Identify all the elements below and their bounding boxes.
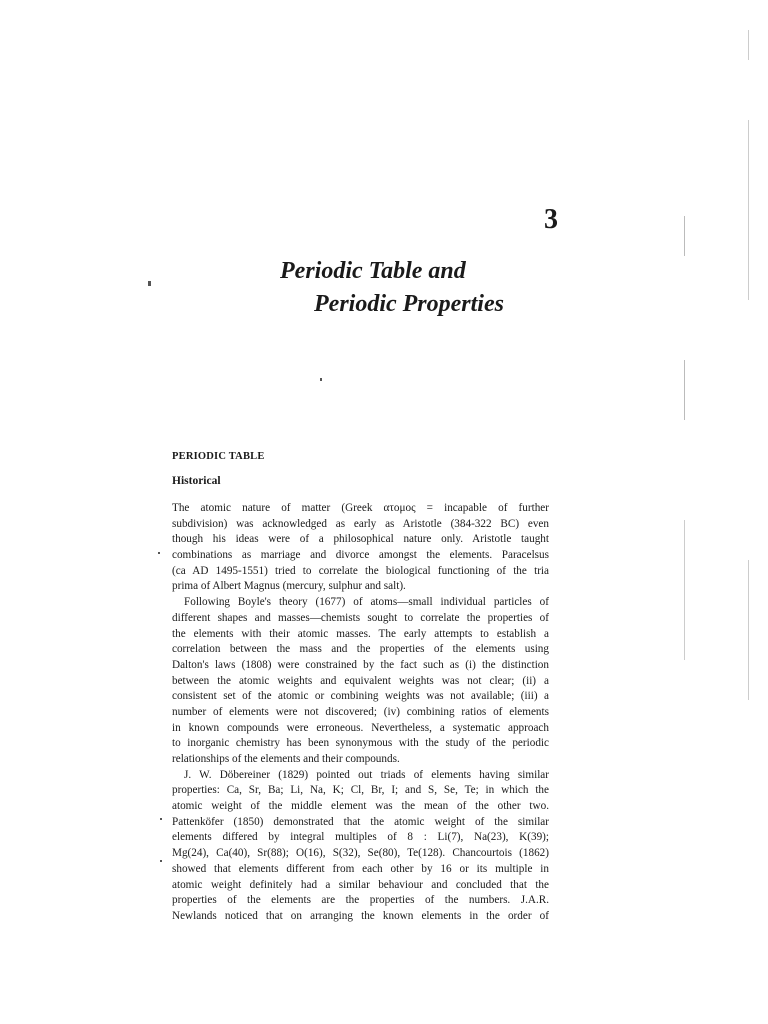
scan-speck [160,818,162,820]
text-line: The atomic nature of matter (Greek ατομος = incapable of further [172,502,549,514]
scan-speck [748,560,749,700]
paragraph [172,768,549,925]
text-line: between the atomic weights and equivalent weights was not clear; (ii) a [172,674,549,687]
scan-speck [684,520,685,660]
chapter-title-line-2: Periodic Properties [314,291,504,317]
text-line: prima of Albert Magnus (mercury, sulphur and salt). [172,580,406,593]
text-line: combinations as marriage and divorce amongst the elements. Paracelsus [172,549,549,562]
text-line: properties: Ca, Sr, Ba; Li, Na, K; Cl, Br, I; and S, Se, Te; in which the [172,784,549,797]
text-line: different shapes and masses—chemists sought to correlate the properties of [172,611,549,624]
text-line: elements differed by integral multiples of 8 : Li(7), Na(23), K(39); [172,831,549,844]
scan-speck [320,378,322,381]
paragraph [172,501,549,595]
text-line: to inorganic chemistry has been synonymous with the study of the periodic [172,737,549,750]
chapter-number: 3 [544,204,558,235]
scan-speck [148,281,151,286]
text-line: properties of the elements are the properties of the numbers. J.A.R. [172,894,549,907]
scan-speck [160,860,162,862]
scan-speck [158,552,160,554]
text-line: Pattenköfer (1850) demonstrated that the atomic weight of the similar [172,815,549,828]
text-line: atomic weight definitely had a similar behaviour and concluded that the [172,878,549,891]
text-line: Newlands noticed that on arranging the known elements in the order of [172,909,549,922]
scan-speck [684,216,685,256]
text-line: the elements with their atomic masses. The early attempts to establish a [172,627,549,640]
text-line: Following Boyle's theory (1677) of atoms—small individual particles of [184,596,549,609]
text-line: showed that elements different from each other by 16 or its multiple in [172,862,549,875]
text-line: relationships of the elements and their compounds. [172,753,400,765]
text-line: though his ideas were of a philosophical nature only. Aristotle taught [172,533,549,546]
text-line: subdivision) was acknowledged as early as Aristotle (384-322 BC) even [172,517,549,530]
text-line: consistent set of the atomic or combining weights was not available; (iii) a [172,690,549,703]
text-line: in known compounds were erroneous. Nevertheless, a systematic approach [172,721,549,734]
text-line: (ca AD 1495-1551) tried to correlate the biological functioning of the tria [172,564,549,577]
body-text [172,501,549,925]
text-line: Mg(24), Ca(40), Sr(88); O(16), S(32), Se(80), Te(128). Chancourtois (1862) [172,847,549,860]
scan-speck [748,30,749,60]
paragraph [172,595,549,768]
text-line: J. W. Döbereiner (1829) pointed out triads of elements having similar [184,768,549,781]
text-line: number of elements were not discovered; (iv) combining ratios of elements [172,705,549,718]
scan-speck [684,360,685,420]
text-line: atomic weight of the middle element was the mean of the other two. [172,800,549,813]
scan-speck [748,120,749,300]
text-line: Dalton's laws (1808) were constrained by the fact such as (i) the distinction [172,658,549,671]
chapter-title [280,255,570,321]
sub-heading: Historical [172,475,221,487]
text-line: correlation between the mass and the properties of the elements using [172,643,549,656]
section-heading: PERIODIC TABLE [172,451,265,462]
chapter-title-line-1: Periodic Table and [280,258,466,284]
